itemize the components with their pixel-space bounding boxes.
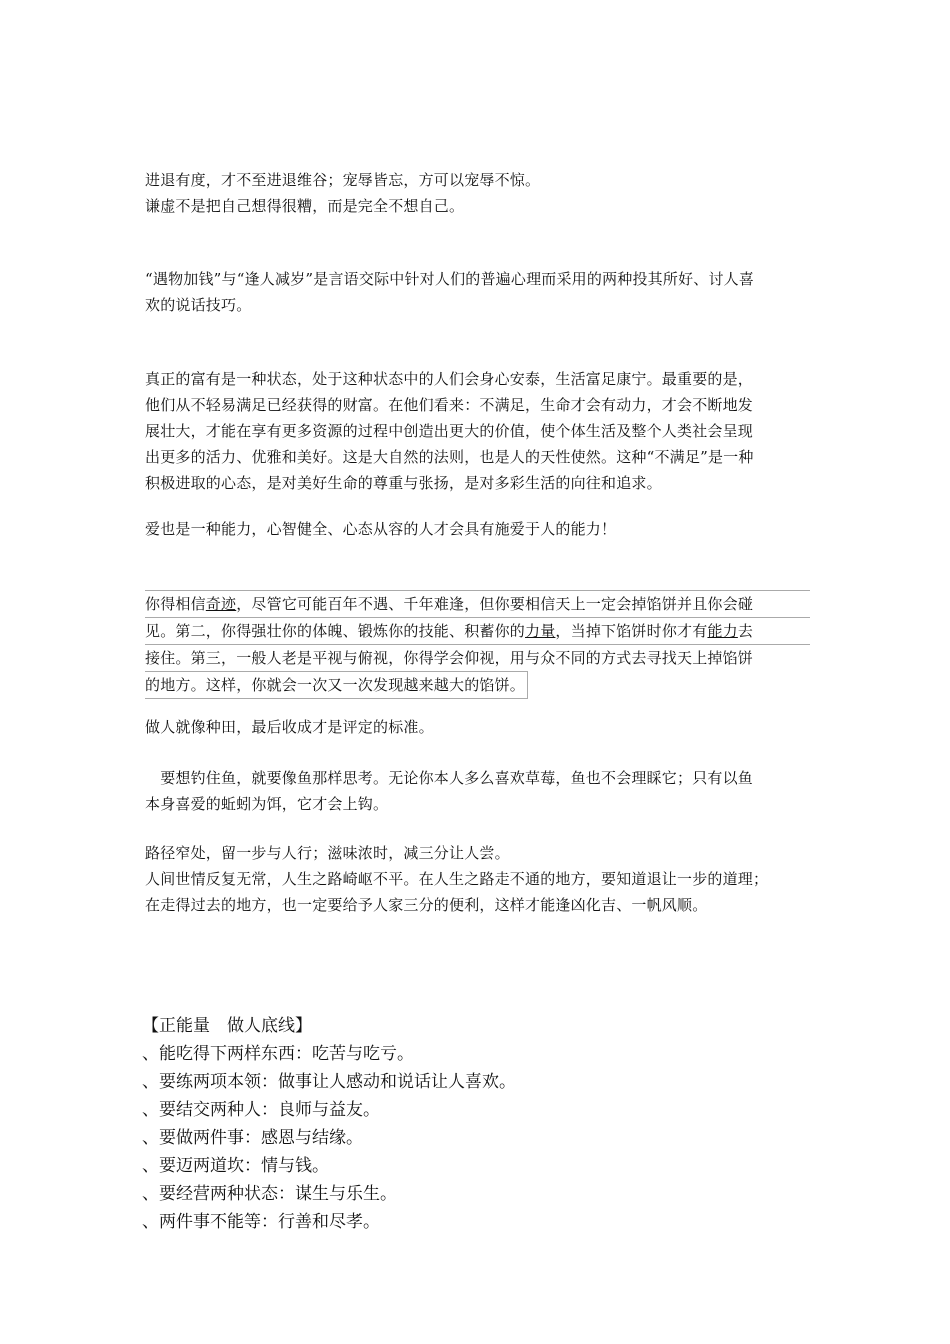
text-line: 展壮大，才能在享有更多资源的过程中创造出更大的价值，使个体生活及整个人类社会呈现	[145, 422, 754, 440]
text-line: 你得相信奇迹，尽管它可能百年不遇、千年难逢，但你要相信天上一定会掉馅饼并且你会碰	[145, 590, 810, 617]
text-line: 人间世情反复无常，人生之路崎岖不平。在人生之路走不通的地方，要知道退让一步的道理；	[145, 870, 769, 888]
list-item: 、要结交两种人：良师与益友。	[142, 1100, 380, 1120]
text-line: 在走得过去的地方，也一定要给予人家三分的便利，这样才能逢凶化吉、一帆风顺。	[145, 896, 708, 914]
text-line: 本身喜爱的蚯蚓为饵，它才会上钩。	[145, 795, 389, 813]
text-line: 他们从不轻易满足已经获得的财富。在他们看来：不满足，生命才会有动力，才会不断地发	[145, 396, 754, 414]
paragraph-farming	[145, 714, 810, 740]
text-line: 的地方。这样，你就会一次又一次发现越来越大的馅饼。	[145, 671, 528, 699]
paragraph-believe-miracles	[145, 590, 810, 699]
text-line: 要想钓住鱼，就要像鱼那样思考。无论你本人多么喜欢草莓，鱼也不会理睬它；只有以鱼	[145, 769, 754, 787]
text-line: 真正的富有是一种状态，处于这种状态中的人们会身心安泰，生活富足康宁。最重要的是，	[145, 370, 754, 388]
list-item: 、要练两项本领：做事让人感动和说话让人喜欢。	[142, 1072, 516, 1092]
list-item: 、要迈两道坎：情与钱。	[142, 1156, 329, 1176]
paragraph-speaking-skills	[145, 266, 810, 318]
link-strength[interactable]: 力量	[525, 622, 556, 640]
paragraph-narrow-path	[145, 840, 810, 918]
paragraph-modesty	[145, 167, 810, 219]
text-line: 出更多的活力、优雅和美好。这是大自然的法则，也是人的天性使然。这种“不满足”是一种	[145, 448, 754, 466]
paragraph-true-wealth	[145, 366, 810, 496]
text-line: 路径窄处，留一步与人行；滋味浓时，减三分让人尝。	[145, 844, 510, 862]
text-line: 做人就像种田，最后收成才是评定的标准。	[145, 718, 434, 736]
link-miracle[interactable]: 奇迹	[205, 595, 237, 613]
list-item: 、要做两件事：感恩与结缘。	[142, 1128, 363, 1148]
list-title: 【正能量 做人底线】	[142, 1016, 312, 1036]
positive-energy-list	[142, 1012, 516, 1236]
paragraph-fishing	[145, 765, 810, 817]
text-line: 积极进取的心态，是对美好生命的尊重与张扬，是对多彩生活的向往和追求。	[145, 474, 662, 492]
text-line: 见。第二，你得强壮你的体魄、锻炼你的技能、积蓄你的力量，当掉下馅饼时你才有能力去	[145, 617, 810, 644]
list-item: 、两件事不能等：行善和尽孝。	[142, 1212, 380, 1232]
text-line: “遇物加钱”与“逢人减岁”是言语交际中针对人们的普遍心理而采用的两种投其所好、讨人喜	[145, 270, 755, 288]
text-line: 爱也是一种能力，心智健全、心态从容的人才会具有施爱于人的能力！	[145, 520, 617, 538]
text-line: 进退有度，才不至进退维谷；宠辱皆忘，方可以宠辱不惊。	[145, 171, 541, 189]
text-line: 接住。第三，一般人老是平视与俯视，你得学会仰视，用与众不同的方式去寻找天上掉馅饼	[145, 644, 810, 671]
list-item: 、要经营两种状态：谋生与乐生。	[142, 1184, 397, 1204]
list-item: 、能吃得下两样东西：吃苦与吃亏。	[142, 1044, 414, 1064]
text-line: 欢的说话技巧。	[145, 296, 252, 314]
text-line: 谦虚不是把自己想得很糟，而是完全不想自己。	[145, 197, 465, 215]
link-ability[interactable]: 能力	[707, 622, 738, 640]
paragraph-love-ability	[145, 516, 810, 542]
